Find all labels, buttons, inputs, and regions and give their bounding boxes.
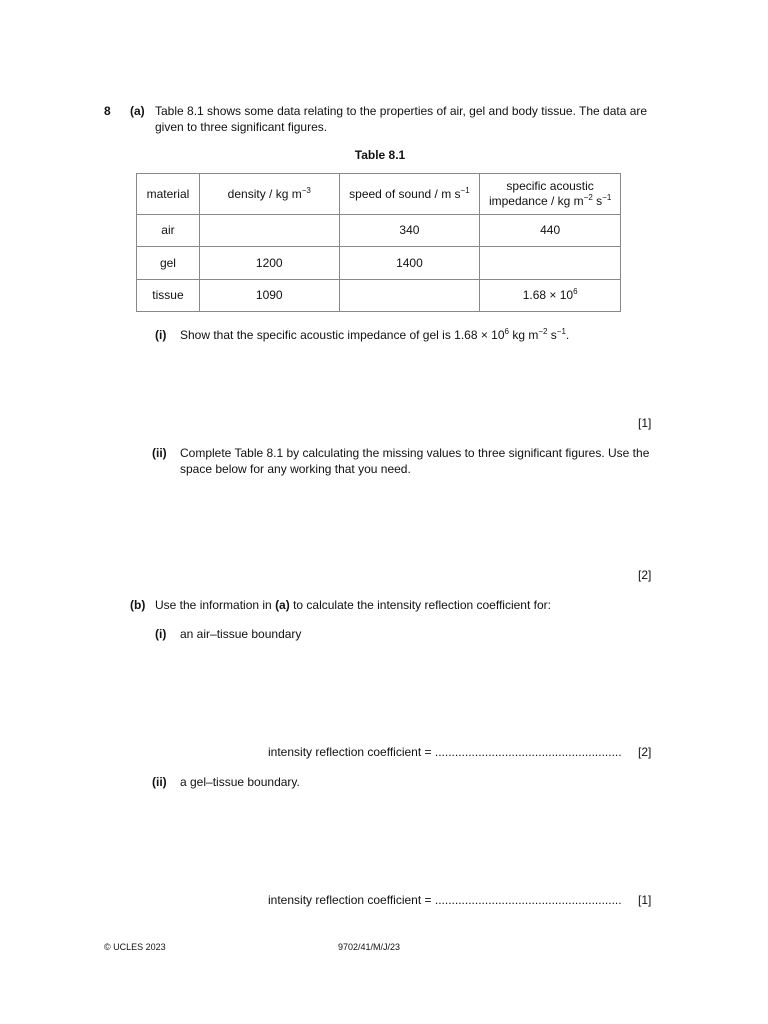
- cell-speed: 1400: [339, 247, 480, 280]
- a-i-text: [180, 328, 660, 342]
- question-number: 8: [104, 104, 111, 118]
- a-i-exp1: 6: [504, 327, 509, 336]
- cell-impedance-exp: 6: [573, 287, 578, 296]
- a-ii-label: (ii): [152, 446, 167, 460]
- part-b-text: [155, 598, 655, 612]
- table-row: [137, 280, 621, 312]
- cell-impedance-value: 1.68 × 10: [522, 288, 574, 302]
- header-speed-text: speed of sound / m s: [349, 186, 461, 201]
- a-i-unit: kg m: [508, 328, 539, 342]
- part-a-intro-line1: Table 8.1 shows some data relating to the properties of air, gel and body tissue. The data are: [155, 104, 648, 118]
- part-b-label: (b): [130, 598, 146, 612]
- cell-impedance: [480, 215, 621, 247]
- cell-material: gel: [137, 247, 200, 280]
- a-ii-text: [180, 445, 665, 477]
- b-i-answer-line: [268, 745, 622, 759]
- header-impedance-line2: [480, 194, 620, 209]
- b-ii-answer-line: [268, 893, 622, 907]
- cell-density: 1090: [199, 280, 339, 312]
- header-impedance: [480, 174, 621, 215]
- cell-speed: 340: [339, 215, 480, 247]
- header-impedance-unit: impedance / kg m: [488, 194, 584, 208]
- header-impedance-line1: specific acoustic: [506, 179, 594, 193]
- cell-speed: [339, 280, 480, 312]
- header-density-exp: −3: [301, 185, 311, 195]
- cell-material: tissue: [137, 280, 200, 312]
- table-caption: Table 8.1: [354, 148, 406, 162]
- header-impedance-s: s: [592, 194, 603, 208]
- header-speed-exp: −1: [460, 185, 470, 195]
- header-material: [137, 174, 200, 215]
- a-ii-marks: [2]: [638, 568, 652, 582]
- b-i-answer-label: intensity reflection coefficient =: [268, 745, 435, 759]
- a-i-end: .: [565, 328, 570, 342]
- table-8-1: [136, 173, 621, 312]
- table-row: [137, 247, 621, 280]
- a-i-text-main: Show that the specific acoustic impedance of gel is 1.68 × 10: [180, 328, 505, 342]
- part-b-text-before: Use the information in: [155, 598, 276, 612]
- cell-impedance-value: 440: [540, 223, 561, 237]
- part-b-text-after: to calculate the intensity reflection coefficient for:: [289, 598, 551, 612]
- footer-copyright: © UCLES 2023: [104, 942, 166, 952]
- part-a-label: (a): [130, 104, 145, 118]
- b-ii-label: (ii): [152, 775, 167, 789]
- a-ii-line2: space below for any working that you need.: [180, 462, 411, 476]
- part-a-intro: [155, 103, 665, 135]
- a-i-exp3: −1: [556, 327, 566, 336]
- b-i-marks: [2]: [638, 745, 652, 759]
- b-ii-marks: [1]: [638, 893, 652, 907]
- b-ii-answer-dots: ........................................................: [434, 893, 622, 907]
- b-i-text: an air–tissue boundary: [180, 627, 302, 641]
- b-i-label: (i): [155, 627, 167, 641]
- cell-density: [199, 215, 339, 247]
- table-row: [137, 215, 621, 247]
- header-speed: [339, 174, 480, 215]
- header-density-text: density / kg m: [227, 186, 302, 201]
- b-ii-text: a gel–tissue boundary.: [180, 775, 300, 789]
- a-i-marks: [1]: [638, 416, 652, 430]
- header-impedance-exp1: −2: [583, 193, 593, 202]
- cell-impedance: [480, 280, 621, 312]
- footer-code: 9702/41/M/J/23: [338, 942, 401, 952]
- header-density: [199, 174, 339, 215]
- part-a-intro-line2: given to three significant figures.: [155, 120, 328, 134]
- a-i-label: (i): [155, 328, 167, 342]
- cell-material: air: [137, 215, 200, 247]
- header-impedance-exp2: −1: [602, 193, 612, 202]
- cell-density: 1200: [199, 247, 339, 280]
- table-header-row: [137, 174, 621, 215]
- b-i-answer-dots: ........................................................: [434, 745, 622, 759]
- a-i-exp2: −2: [538, 327, 548, 336]
- cell-impedance: [480, 247, 621, 280]
- part-b-text-ref: (a): [275, 598, 290, 612]
- b-ii-answer-label: intensity reflection coefficient =: [268, 893, 435, 907]
- header-material-text: material: [146, 186, 190, 201]
- a-ii-line1: Complete Table 8.1 by calculating the missing values to three significant figures. Use the: [180, 446, 650, 460]
- a-i-unit-s: s: [547, 328, 557, 342]
